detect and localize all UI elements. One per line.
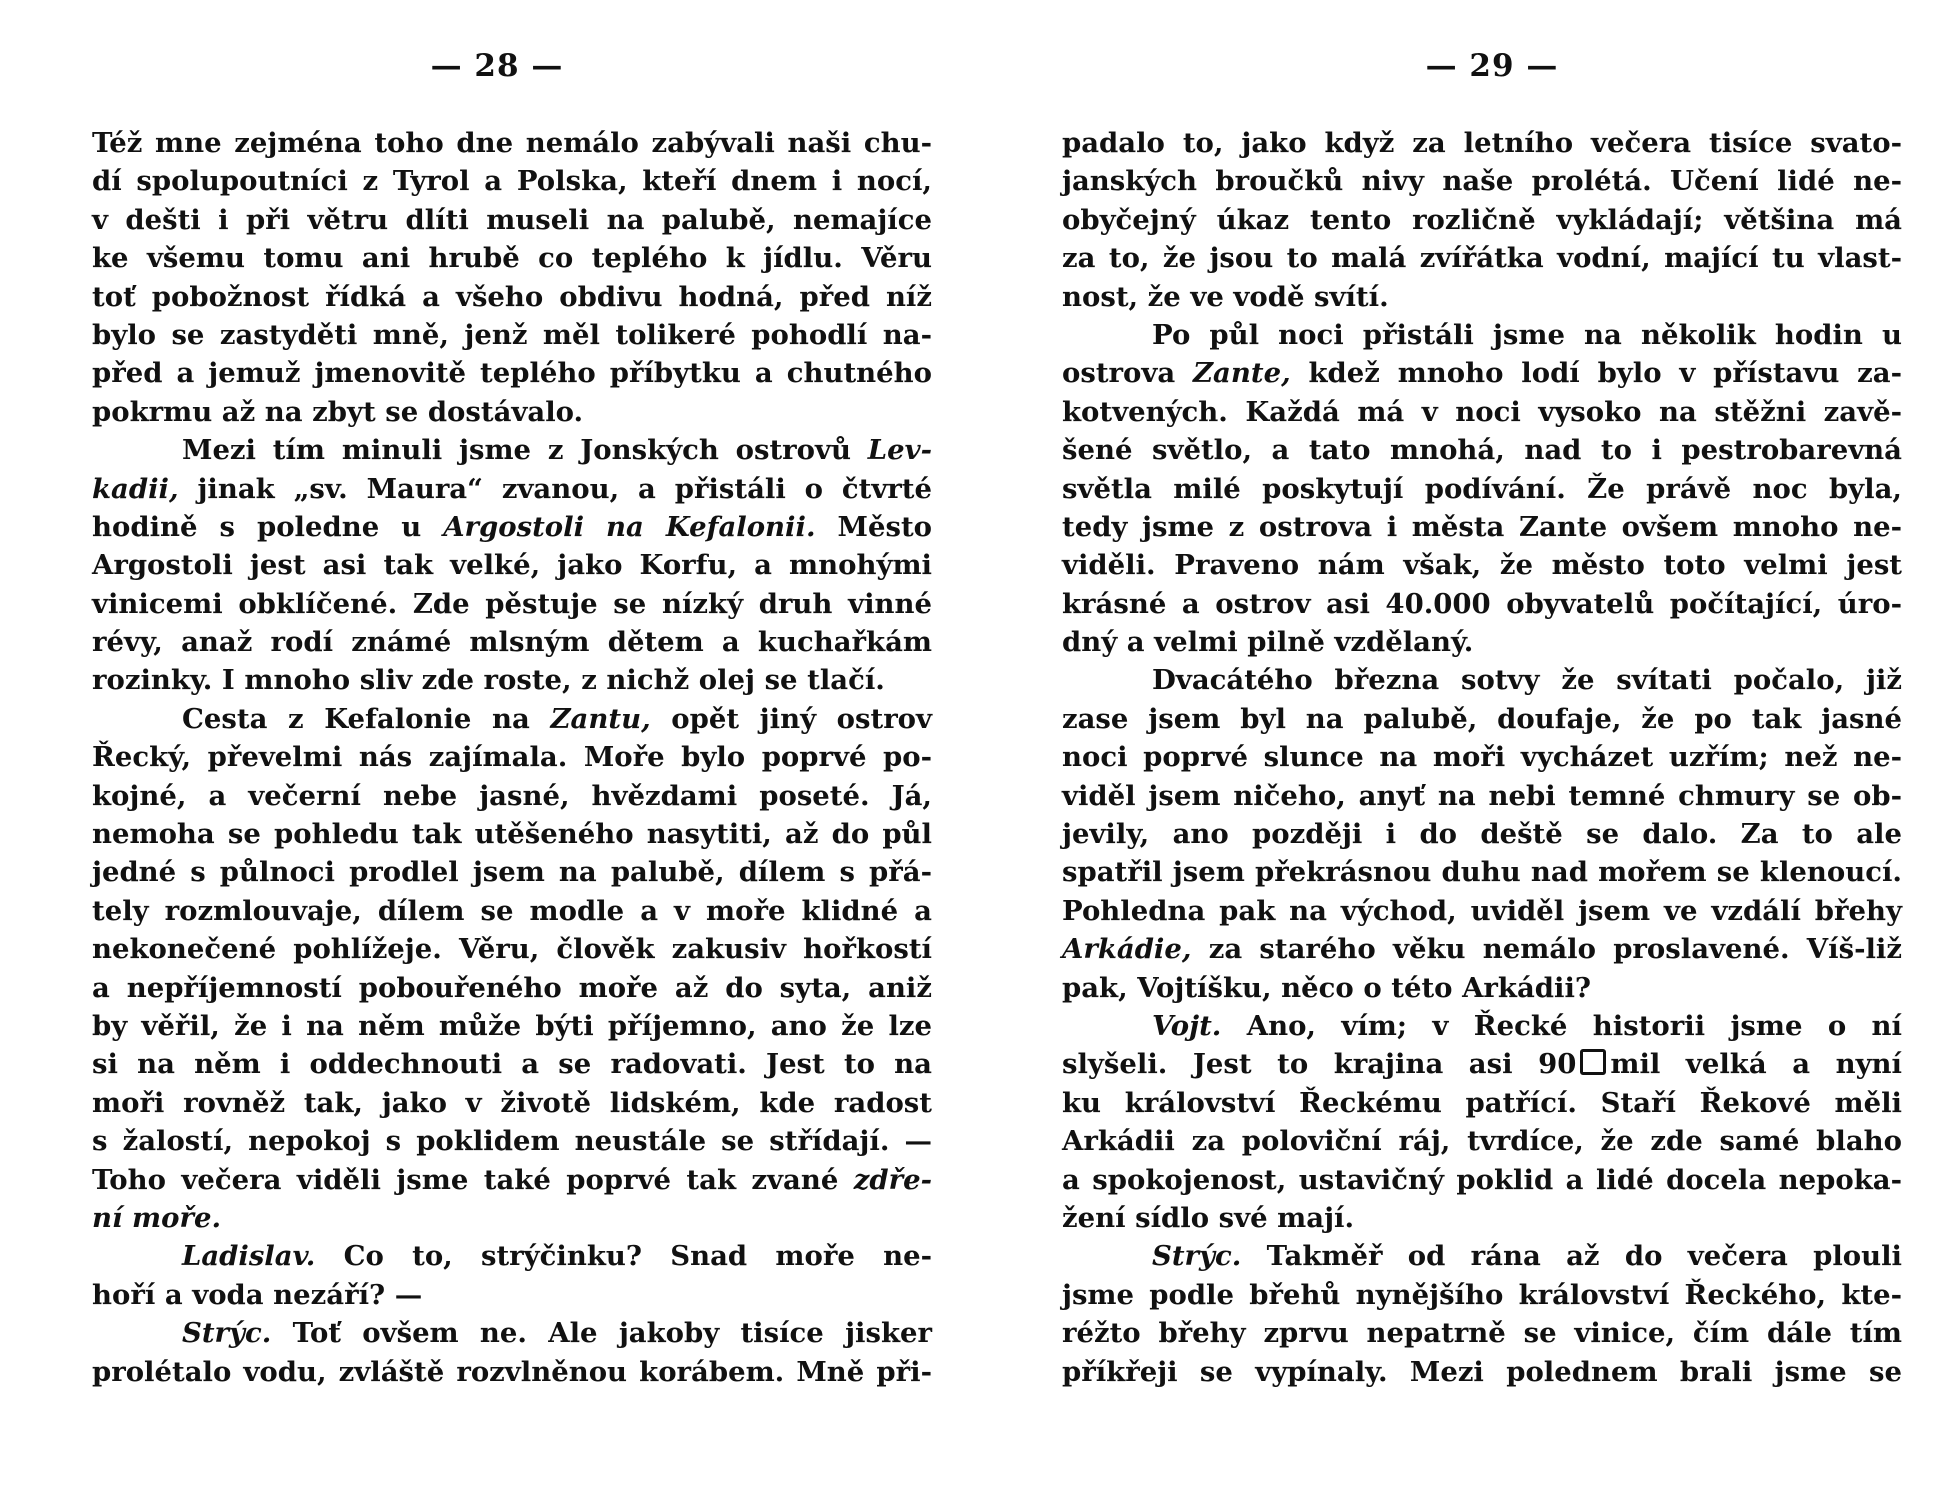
- text-line: [92, 1122, 932, 1160]
- text-line: [92, 1276, 932, 1314]
- italic-text: zdře-: [853, 1163, 932, 1196]
- text-line: [92, 546, 932, 584]
- line-text: hoří a voda nezáří? —: [92, 1278, 423, 1311]
- text-line: [1062, 1161, 1902, 1199]
- line-text: ke všemu tomu ani hrubě co teplého k jídlu. Věru: [92, 242, 932, 275]
- line-text: tedy jsme z ostrova i města Zante ovšem mnoho ne-: [1062, 510, 1902, 543]
- line-text: jevily, ano později i do deště se dalo. Za to ale: [1062, 818, 1902, 851]
- text-line: [92, 1161, 932, 1199]
- line-text: zase jsem byl na palubě, doufaje, že po tak jasné: [1062, 702, 1902, 735]
- text-line: [92, 1353, 932, 1391]
- speaker-name: Vojt.: [1152, 1009, 1222, 1042]
- text-line: [1062, 700, 1902, 738]
- text-line: [92, 508, 932, 546]
- text-line: [92, 354, 932, 392]
- line-text: Pohledna pak na východ, uviděl jsem ve vzdálí břehy: [1062, 894, 1902, 927]
- line-text: krásné a ostrov asi 40.000 obyvatelů počítající, úro-: [1062, 587, 1902, 620]
- text-line: [1062, 508, 1902, 546]
- line-text: réžto břehy zprvu nepatrně se vinice, čím dále tím: [1062, 1317, 1902, 1350]
- text-line: [92, 1045, 932, 1083]
- line-text: prolétalo vodu, zvláště rozvlněnou korábem. Mně při-: [92, 1355, 932, 1388]
- text-line: [92, 969, 932, 1007]
- text-line: [92, 661, 932, 699]
- line-text: mil velká a nyní: [1610, 1048, 1902, 1081]
- line-text: šené světlo, a tato mnohá, nad to i pestrobarevná: [1062, 434, 1902, 467]
- line-text: jsme podle břehů nynějšího království Řeckého, kte-: [1062, 1278, 1902, 1311]
- italic-text: Lev-: [867, 434, 932, 467]
- line-text: nekonečené pohlížeje. Věru, člověk zakusiv hořkostí: [92, 933, 932, 966]
- text-line: [1062, 1199, 1902, 1237]
- line-text: janských broučků nivy naše prolétá. Učení lidé ne-: [1062, 165, 1902, 198]
- line-text: viděli. Praveno nám však, že město toto velmi jest: [1062, 549, 1902, 582]
- line-text: obyčejný úkaz tento rozličně vykládají; většina má: [1062, 203, 1902, 236]
- text-line: [1062, 585, 1902, 623]
- text-line: [1062, 815, 1902, 853]
- line-text: jinak „sv. Maura“ zvanou, a přistáli o čtvrté: [178, 472, 932, 505]
- line-text: rozinky. I mnoho sliv zde roste, z nichž olej se tlačí.: [92, 664, 885, 697]
- text-line: [92, 201, 932, 239]
- italic-text: Argostoli na Kefalonii.: [443, 510, 816, 543]
- text-line: [1062, 162, 1902, 200]
- text-line: [1062, 1237, 1902, 1275]
- line-text: Takměř od rána až do večera plouli: [1241, 1240, 1902, 1273]
- italic-text: Zante,: [1192, 357, 1291, 390]
- line-text: ku království Řeckému patřící. Staří Řekové měli: [1062, 1086, 1902, 1119]
- left-page: [92, 40, 932, 1391]
- text-line: [1062, 316, 1902, 354]
- text-line: [1062, 546, 1902, 584]
- text-line: [1062, 853, 1902, 891]
- square-mile-symbol: [1580, 1049, 1606, 1075]
- line-text: révy, anaž rodí známé mlsným dětem a kuchařkám: [92, 626, 932, 659]
- line-text: spatřil jsem překrásnou duhu nad mořem se klenoucí.: [1062, 856, 1902, 889]
- line-text: za to, že jsou to malá zvířátka vodní, mající tu vlast-: [1062, 242, 1902, 275]
- text-line: [92, 278, 932, 316]
- text-line: [1062, 969, 1902, 1007]
- text-line: [1062, 777, 1902, 815]
- line-text: a spokojenost, ustavičný poklid a lidé docela nepoka-: [1062, 1163, 1902, 1196]
- line-text: před a jemuž jmenovitě teplého příbytku a chutného: [92, 357, 932, 390]
- line-text: Toho večera viděli jsme také poprvé tak zvané: [92, 1163, 854, 1196]
- text-line: [1062, 393, 1902, 431]
- text-line: [92, 470, 932, 508]
- line-text: slyšeli. Jest to krajina asi 90: [1062, 1048, 1577, 1081]
- line-text: kdež mnoho lodí bylo v přístavu za-: [1290, 357, 1902, 390]
- text-line: [92, 738, 932, 776]
- text-line: [92, 930, 932, 968]
- line-text: padalo to, jako když za letního večera tisíce svato-: [1062, 127, 1902, 159]
- page-number: — 29 —: [1425, 48, 1559, 84]
- text-line: [92, 585, 932, 623]
- text-line: [1062, 661, 1902, 699]
- text-line: [1062, 1084, 1902, 1122]
- line-text: Dvacátého března sotvy že svítati počalo, již: [1152, 664, 1902, 697]
- text-line: [92, 815, 932, 853]
- text-line: [92, 623, 932, 661]
- line-text: bylo se zastyděti mně, jenž měl tolikeré pohodlí na-: [92, 318, 932, 351]
- text-line: [1062, 354, 1902, 392]
- text-line: [1062, 1276, 1902, 1314]
- line-text: v dešti i při větru dlíti museli na palubě, nemajíce: [92, 203, 932, 236]
- page-number: — 28 —: [430, 48, 564, 84]
- line-text: jedné s půlnoci prodlel jsem na palubě, dílem s přá-: [92, 856, 932, 889]
- line-text: hodině s poledne u: [92, 510, 444, 543]
- line-text: moři rovněž tak, jako v životě lidském, kde radost: [92, 1086, 932, 1119]
- text-line: [1062, 1045, 1902, 1083]
- speaker-name: Ladislav.: [182, 1240, 316, 1273]
- italic-text: Zantu,: [550, 702, 651, 735]
- right-page: [1062, 40, 1902, 1391]
- text-line: [92, 1199, 932, 1237]
- speaker-name: Strýc.: [1152, 1240, 1242, 1273]
- line-text: za starého věku nemálo proslavené. Víš-liž: [1191, 933, 1902, 966]
- text-line: [92, 777, 932, 815]
- line-text: ostrova: [1062, 357, 1193, 390]
- line-text: světla milé poskytují podívání. Že právě noc byla,: [1062, 472, 1902, 505]
- text-line: [1062, 1353, 1902, 1391]
- text-line: [1062, 278, 1902, 316]
- line-text: nost, že ve vodě svítí.: [1062, 280, 1389, 313]
- line-text: pak, Vojtíšku, něco o této Arkádii?: [1062, 971, 1591, 1004]
- line-text: Toť ovšem ne. Ale jakoby tisíce jisker: [271, 1317, 932, 1350]
- text-line: [92, 892, 932, 930]
- text-line: [1062, 1122, 1902, 1160]
- text-line: [92, 853, 932, 891]
- line-text: toť pobožnost řídká a všeho obdivu hodná, před níž: [92, 280, 932, 313]
- text-line: [92, 1007, 932, 1045]
- speaker-name: Strýc.: [182, 1317, 272, 1350]
- line-text: Mezi tím minuli jsme z Jonských ostrovů: [182, 434, 868, 467]
- line-text: a nepříjemností pobouřeného moře až do syta, aniž: [92, 971, 932, 1004]
- text-line: [1062, 201, 1902, 239]
- text-line: [1062, 1314, 1902, 1352]
- italic-text: Arkádie,: [1062, 933, 1192, 966]
- text-line: [92, 124, 932, 162]
- italic-text: ní moře.: [92, 1201, 222, 1234]
- line-text: Co to, strýčinku? Snad moře ne-: [315, 1240, 932, 1273]
- line-text: viděl jsem ničeho, anyť na nebi temné chmury se ob-: [1062, 779, 1902, 812]
- text-line: [92, 162, 932, 200]
- line-text: dí spolupoutníci z Tyrol a Polska, kteří dnem i nocí,: [92, 165, 932, 198]
- text-line: [1062, 239, 1902, 277]
- line-text: Ano, vím; v Řecké historii jsme o ní: [1221, 1009, 1902, 1042]
- line-text: noci poprvé slunce na moři vycházet uzřím; než ne-: [1062, 741, 1902, 774]
- line-text: kotvených. Každá má v noci vysoko na stěžni zavě-: [1062, 395, 1902, 428]
- line-text: kojné, a večerní nebe jasné, hvězdami poseté. Já,: [92, 779, 932, 812]
- text-line: [1062, 623, 1902, 661]
- line-text: by věřil, že i na něm může býti příjemno, ano že lze: [92, 1009, 932, 1042]
- line-text: Arkádii za poloviční ráj, tvrdíce, že zde samé blaho: [1062, 1125, 1902, 1158]
- text-line: [1062, 470, 1902, 508]
- line-text: pokrmu až na zbyt se dostávalo.: [92, 395, 584, 428]
- text-line: [1062, 1007, 1902, 1045]
- text-line: [92, 316, 932, 354]
- text-line: [92, 431, 932, 469]
- line-text: Po půl noci přistáli jsme na několik hodin u: [1152, 318, 1902, 351]
- text-line: [1062, 431, 1902, 469]
- line-text: vinicemi obklíčené. Zde pěstuje se nízký druh vinné: [92, 587, 932, 620]
- italic-text: kadii,: [92, 472, 179, 505]
- line-text: tely rozmlouvaje, dílem se modle a v moře klidné a: [92, 894, 932, 927]
- text-line: [92, 1314, 932, 1352]
- line-text: Řecký, převelmi nás zajímala. Moře bylo poprvé po-: [92, 741, 932, 774]
- line-text: Město: [815, 510, 932, 543]
- line-text: Též mne zejména toho dne nemálo zabývali naši chu-: [92, 127, 932, 159]
- line-text: Argostoli jest asi tak velké, jako Korfu, a mnohými: [92, 549, 932, 582]
- line-text: Cesta z Kefalonie na: [182, 702, 551, 735]
- text-line: [1062, 738, 1902, 776]
- page-text: [92, 124, 932, 1391]
- line-text: opět jiný ostrov: [650, 702, 933, 735]
- text-line: [1062, 930, 1902, 968]
- line-text: nemoha se pohledu tak utěšeného nasytiti, až do půl: [92, 818, 932, 851]
- line-text: si na něm i oddechnouti a se radovati. Jest to na: [92, 1048, 932, 1081]
- text-line: [92, 1237, 932, 1275]
- line-text: s žalostí, nepokoj s poklidem neustále se střídají. —: [92, 1125, 932, 1158]
- text-line: [92, 1084, 932, 1122]
- page-text: [1062, 124, 1902, 1391]
- line-text: dný a velmi pilně vzdělaný.: [1062, 626, 1474, 659]
- line-text: žení sídlo své mají.: [1062, 1201, 1355, 1234]
- text-line: [1062, 124, 1902, 162]
- text-line: [1062, 892, 1902, 930]
- line-text: příkřeji se vypínaly. Mezi polednem brali jsme se: [1062, 1355, 1902, 1388]
- text-line: [92, 239, 932, 277]
- text-line: [92, 393, 932, 431]
- text-line: [92, 700, 932, 738]
